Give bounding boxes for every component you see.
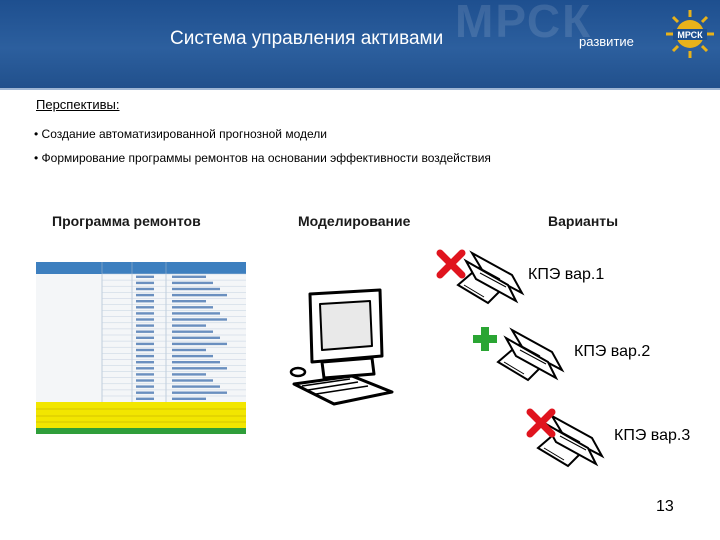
table-cell-text bbox=[172, 367, 227, 369]
bullet-item: • Формирование программы ремонтов на основании эффективности воздействия bbox=[34, 151, 491, 165]
table-cell-text bbox=[172, 288, 220, 290]
table-cell-text bbox=[136, 282, 154, 284]
table-cell-text bbox=[172, 276, 206, 278]
table-cell-text bbox=[172, 385, 220, 387]
table-cell-text bbox=[136, 300, 154, 302]
table-cell-text bbox=[136, 373, 154, 375]
header-divider bbox=[0, 88, 720, 90]
accept-plus-icon bbox=[470, 324, 500, 354]
variant-2-label: КПЭ вар.2 bbox=[574, 343, 651, 360]
slide-header bbox=[0, 0, 720, 88]
table-cell-text bbox=[136, 324, 154, 326]
mrsk-logo bbox=[664, 8, 716, 80]
table-cell-text bbox=[136, 349, 154, 351]
page-number: 13 bbox=[656, 498, 674, 515]
document-stack-icon bbox=[490, 322, 580, 392]
table-cell-text bbox=[172, 373, 206, 375]
variant-3-label: КПЭ вар.3 bbox=[614, 427, 691, 444]
table-cell-text bbox=[136, 379, 154, 381]
table-cell-text bbox=[172, 337, 220, 339]
reject-x-icon bbox=[526, 408, 556, 438]
table-cell-text bbox=[136, 343, 154, 345]
program-heading: Программа ремонтов bbox=[52, 213, 201, 229]
computer-icon bbox=[288, 286, 400, 416]
table-cell-text bbox=[172, 294, 227, 296]
table-cell-text bbox=[136, 392, 154, 394]
table-cell-text bbox=[172, 379, 213, 381]
section-label: развитие bbox=[579, 34, 634, 49]
table-cell-text bbox=[136, 288, 154, 290]
table-cell-text bbox=[136, 294, 154, 296]
repair-program-table-image bbox=[36, 262, 246, 434]
reject-x-icon bbox=[436, 249, 466, 279]
table-cell-text bbox=[136, 306, 154, 308]
svg-text:МРСК: МРСК bbox=[677, 30, 703, 40]
table-cell-text bbox=[172, 306, 213, 308]
header-watermark: МРСК bbox=[455, 0, 593, 47]
table-cell-text bbox=[136, 312, 154, 314]
table-cell-text bbox=[172, 324, 206, 326]
table-cell-text bbox=[136, 398, 154, 400]
table-cell-text bbox=[172, 343, 227, 345]
table-cell-text bbox=[136, 276, 154, 278]
table-cell-text bbox=[172, 331, 213, 333]
variants-heading: Варианты bbox=[548, 213, 619, 229]
table-cell-text bbox=[172, 318, 227, 320]
table-cell-text bbox=[172, 361, 220, 363]
table-cell-text bbox=[136, 385, 154, 387]
variant-1-label: КПЭ вар.1 bbox=[528, 266, 605, 283]
table-cell-text bbox=[136, 318, 154, 320]
table-cell-text bbox=[136, 361, 154, 363]
table-cell-text bbox=[172, 282, 213, 284]
table-cell-text bbox=[172, 392, 227, 394]
table-cell-text bbox=[136, 337, 154, 339]
perspectives-title: Перспективы: bbox=[36, 97, 120, 112]
table-cell-text bbox=[136, 367, 154, 369]
table-cell-text bbox=[136, 331, 154, 333]
table-cell-text bbox=[172, 312, 220, 314]
table-cell-text bbox=[172, 355, 213, 357]
modeling-heading: Моделирование bbox=[298, 213, 411, 229]
slide-title: Система управления активами bbox=[170, 28, 444, 49]
table-cell-text bbox=[172, 300, 206, 302]
bullet-item: • Создание автоматизированной прогнозной модели bbox=[34, 127, 327, 141]
table-cell-text bbox=[172, 398, 206, 400]
table-cell-text bbox=[172, 349, 206, 351]
table-cell-text bbox=[136, 355, 154, 357]
